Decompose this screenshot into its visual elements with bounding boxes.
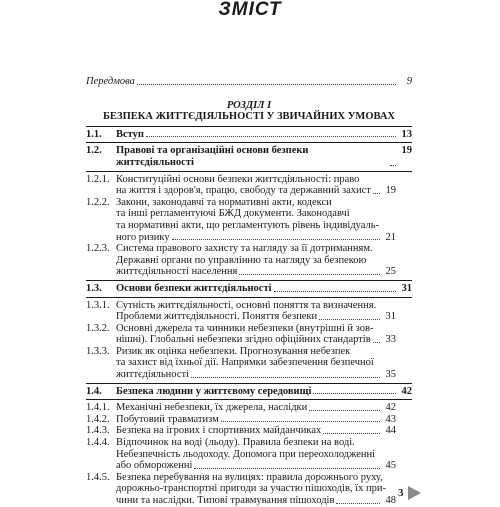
dot-leader	[313, 392, 396, 394]
entry-line: нішні). Глобальні небезпеки згідно офіційних стандартів	[116, 334, 371, 346]
entry-number: 1.3.3.	[86, 345, 110, 357]
entry-title: Вступ	[116, 128, 144, 140]
entry-title: Безпека людини у життєвому середовищі	[116, 385, 312, 397]
entry-line: чини та наслідки. Типові травмування пішоходів	[116, 495, 335, 506]
entry-number: 1.4.4.	[86, 437, 110, 449]
entry-line: Механічні небезпеки, їх джерела, наслідки	[116, 402, 308, 414]
entry-line: Проблеми життєдіяльності. Поняття безпеки	[116, 311, 318, 323]
entry-number: 1.4.	[86, 385, 102, 397]
entry-line: Безпека на ігрових і спортивних майданчиках	[116, 425, 322, 437]
triangle-marker-icon	[408, 486, 421, 500]
dot-leader	[137, 83, 396, 85]
entry-line: життєдіяльності	[116, 369, 189, 381]
toc-subentry	[86, 174, 412, 197]
toc-entry	[86, 145, 412, 168]
entry-line: Сутність життєдіяльності, основні поняття та визначення.	[116, 299, 377, 311]
page-number: 31	[385, 311, 396, 323]
toc-subentry	[86, 414, 412, 426]
dot-leader	[319, 318, 380, 320]
page-number: 33	[385, 334, 396, 346]
dot-leader	[373, 192, 380, 194]
page-heading: ЗМІСТ	[218, 0, 282, 20]
dot-leader	[336, 502, 380, 504]
dot-leader	[194, 467, 380, 469]
dot-leader	[191, 376, 380, 378]
toc-subentry	[86, 437, 412, 472]
entry-line: на життя і здоров'я, працю, свободу та державний захист	[116, 185, 371, 197]
divider	[86, 142, 412, 143]
section-title: БЕЗПЕКА ЖИТТЄДІЯЛЬНОСТІ У ЗВИЧАЙНИХ УМОВАХ	[102, 111, 396, 123]
entry-number: 1.3.1.	[86, 299, 110, 311]
section-label: РОЗДІЛ І	[226, 99, 272, 111]
entry-number: 1.1.	[86, 128, 102, 140]
entry-line: Закони, законодавчі та нормативні акти, кодекси	[116, 196, 332, 208]
page-number: 42	[401, 385, 412, 397]
page-number: 19	[385, 185, 396, 197]
page-number: 42	[385, 402, 396, 414]
page-number: 45	[385, 460, 396, 472]
dot-leader	[221, 420, 380, 422]
page-number: 13	[401, 128, 412, 140]
entry-title: Основи безпеки життєдіяльності	[116, 282, 272, 294]
toc-subentry	[86, 425, 412, 437]
dot-leader	[146, 135, 396, 137]
footer-page-number: 3	[398, 487, 404, 499]
entry-line: Система правового захисту та нагляду за її дотриманням.	[116, 243, 373, 255]
entry-number: 1.2.	[86, 145, 102, 157]
entry-number: 1.2.3.	[86, 243, 110, 255]
toc-subentry	[86, 323, 412, 346]
page-number: 9	[406, 76, 412, 87]
entry-number: 1.4.5.	[86, 471, 110, 483]
toc-subentry	[86, 243, 412, 278]
toc-entry	[86, 283, 412, 295]
entry-line: або обмороженні	[116, 460, 193, 472]
entry-line: Державні органи по управлінню та нагляду за безпекою	[116, 254, 367, 266]
entry-line: та нормативні акти, що регламентують рівень індивідуаль-	[116, 219, 380, 231]
entry-line: та захист від їхньої дії. Напрямки забезпечення безпечної	[116, 357, 374, 369]
entry-number: 1.4.2.	[86, 413, 110, 425]
entry-line: ного ризику	[116, 231, 170, 243]
toc-preface	[86, 76, 412, 88]
toc-subentry	[86, 472, 412, 507]
page-footer	[398, 486, 421, 500]
dot-leader	[390, 164, 396, 166]
entry-number: 1.2.2.	[86, 196, 110, 208]
divider	[86, 126, 412, 127]
entry-number: 1.4.3.	[86, 425, 110, 437]
dot-leader	[172, 238, 380, 240]
page-number: 44	[385, 425, 396, 437]
entry-line: Побутовий травматизм	[116, 413, 219, 425]
table-of-contents	[86, 76, 412, 507]
dot-leader	[373, 341, 380, 343]
divider	[86, 280, 412, 281]
page-number: 35	[385, 369, 396, 381]
divider	[86, 297, 412, 298]
entry-line: дорожньо-транспортні пригоди за участю пішоходів, їх при-	[116, 483, 386, 495]
divider	[86, 171, 412, 172]
page-number: 21	[385, 231, 396, 243]
entry-line: Основні джерела та чинники небезпеки (внутрішні й зов-	[116, 322, 374, 334]
dot-leader	[323, 432, 380, 434]
entry-line: Конституційні основи безпеки життєдіяльності: право	[116, 173, 360, 185]
entry-title: Правові та організаційні основи безпеки життєдіяльності	[116, 145, 309, 168]
toc-subentry	[86, 346, 412, 381]
entry-number: 1.4.1.	[86, 402, 110, 414]
toc-subentry	[86, 300, 412, 323]
entry-line: життєдіяльності населення	[116, 266, 238, 278]
preface-label: Передмова	[86, 76, 135, 87]
page-number: 48	[385, 495, 396, 506]
dot-leader	[239, 273, 380, 275]
divider	[86, 399, 412, 400]
entry-line: Безпека перебування на вулицях: правила дорожнього руху,	[116, 471, 383, 483]
page-number: 19	[401, 145, 412, 157]
page-number: 43	[385, 413, 396, 425]
page-number: 31	[401, 282, 412, 294]
dot-leader	[309, 409, 380, 411]
entry-line: та інші регламентуючі БЖД документи. Законодавчі	[116, 208, 350, 220]
toc-entry	[86, 386, 412, 398]
entry-number: 1.3.	[86, 282, 102, 294]
dot-leader	[274, 290, 396, 292]
entry-number: 1.2.1.	[86, 173, 110, 185]
entry-line: Ризик як оцінка небезпеки. Прогнозування небезпек	[116, 345, 351, 357]
divider	[86, 383, 412, 384]
entry-line: Відпочинок на воді (льоду). Правила безпеки на воді.	[116, 437, 355, 449]
entry-line: Небезпечність льодоходу. Допомога при переохолодженні	[116, 448, 376, 460]
toc-subentry	[86, 402, 412, 414]
toc-subentry	[86, 197, 412, 243]
page-number: 25	[385, 266, 396, 278]
entry-number: 1.3.2.	[86, 322, 110, 334]
toc-entry	[86, 129, 412, 141]
